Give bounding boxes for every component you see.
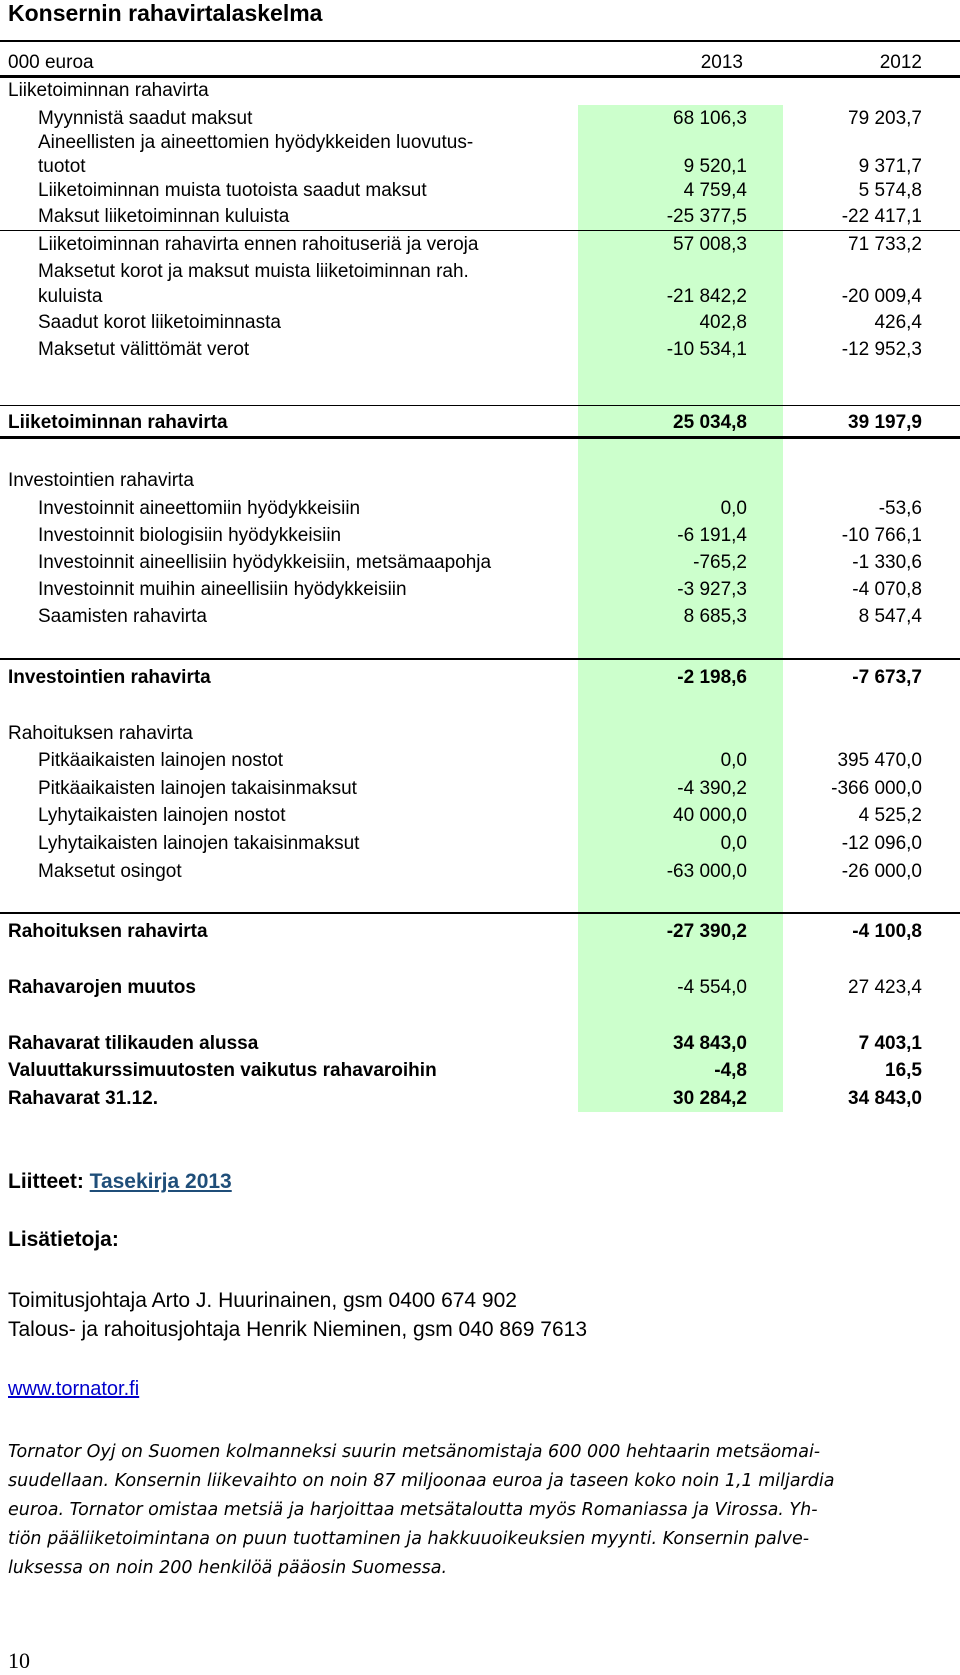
row-label: Saadut korot liiketoiminnasta	[38, 312, 281, 333]
row-label: Rahavarojen muutos	[8, 977, 196, 998]
table-row	[0, 829, 960, 855]
value-2013: -2 198,6	[677, 667, 747, 688]
column-header-2013: 2013	[700, 52, 743, 73]
description-line: Tornator Oyj on Suomen kolmanneksi suurin metsänomistaja 600 000 hehtaarin metsäomai-	[8, 1442, 821, 1462]
value-2012: -26 000,0	[841, 861, 922, 882]
description-line: suudellaan. Konsernin liikevaihto on noin 87 miljoonaa euroa ja taseen koko noin 1,1 miljardia	[8, 1471, 835, 1491]
table-row	[0, 282, 960, 308]
value-2012: -10 766,1	[841, 525, 922, 546]
table-row	[0, 494, 960, 520]
total-divider-bottom	[0, 436, 960, 439]
row-label: Pitkäaikaisten lainojen nostot	[38, 750, 284, 771]
value-2013: 57 008,3	[673, 234, 747, 255]
value-2013: 9 520,1	[683, 156, 747, 177]
table-row	[0, 602, 960, 628]
value-2012: 34 843,0	[848, 1088, 922, 1109]
website-link[interactable]: www.tornator.fi	[8, 1378, 140, 1400]
row-label: Aineellisten ja aineettomien hyödykkeiden luovutus-	[38, 132, 474, 153]
row-label: Myynnistä saadut maksut	[38, 108, 253, 129]
description-line: luksessa on noin 200 henkilöä pääosin Suomessa.	[8, 1558, 448, 1578]
value-2012: 426,4	[874, 312, 922, 333]
row-label: Lyhytaikaisten lainojen nostot	[38, 805, 286, 826]
table-row	[0, 575, 960, 601]
value-2012: 79 203,7	[848, 108, 922, 129]
table-row-cash	[0, 1084, 960, 1110]
value-2013: -4,8	[714, 1060, 747, 1081]
row-label: Liiketoiminnan rahavirta	[8, 412, 228, 433]
table-row	[0, 335, 960, 361]
row-label: Investointien rahavirta	[8, 667, 211, 688]
section-heading-financing	[0, 719, 960, 745]
value-2013: 4 759,4	[683, 180, 747, 201]
table-row-label-line1	[0, 257, 960, 283]
row-label: Liiketoiminnan muista tuotoista saadut maksut	[38, 180, 427, 201]
value-2012: 395 470,0	[837, 750, 922, 771]
value-2012: 5 574,8	[858, 180, 922, 201]
value-2012: 9 371,7	[858, 156, 922, 177]
description-line: euroa. Tornator omistaa metsiä ja harjoittaa metsätaloutta myös Romaniassa ja Virossa. Yh-	[8, 1500, 818, 1520]
value-2013: -25 377,5	[666, 206, 747, 227]
row-label: Valuuttakurssimuutosten vaikutus rahavaroihin	[8, 1060, 437, 1081]
table-row-change	[0, 973, 960, 999]
table-row	[0, 202, 960, 228]
value-2013: -10 534,1	[666, 339, 747, 360]
more-info-heading: Lisätietoja:	[8, 1228, 119, 1251]
row-label: Investoinnit aineettomiin hyödykkeisiin	[38, 498, 361, 519]
value-2012: -22 417,1	[841, 206, 922, 227]
row-label: Investoinnit biologisiin hyödykkeisiin	[38, 525, 342, 546]
value-2013: 30 284,2	[673, 1088, 747, 1109]
table-row	[0, 104, 960, 130]
value-2013: 68 106,3	[673, 108, 747, 129]
attachments-line	[8, 1170, 232, 1194]
title-divider	[0, 40, 960, 42]
value-2012: 39 197,9	[848, 412, 922, 433]
value-2013: 0,0	[720, 833, 747, 854]
contact-ceo: Toimitusjohtaja Arto J. Huurinainen, gsm 0400 674 902	[8, 1289, 517, 1312]
row-label: Investoinnit muihin aineellisiin hyödykkeisiin	[38, 579, 407, 600]
page-title: Konsernin rahavirtalaskelma	[8, 0, 323, 26]
table-row	[0, 521, 960, 547]
section-heading-operating	[0, 76, 960, 102]
column-header-2012: 2012	[879, 52, 922, 73]
table-row	[0, 308, 960, 334]
value-2012: -366 000,0	[831, 778, 922, 799]
value-2013: 34 843,0	[673, 1033, 747, 1054]
row-label: Maksut liiketoiminnan kuluista	[38, 206, 290, 227]
row-label-continued: kuluista	[38, 286, 103, 307]
value-2012: 16,5	[885, 1060, 922, 1081]
value-2012: -7 673,7	[852, 667, 922, 688]
value-2012: 7 403,1	[858, 1033, 922, 1054]
value-2013: 402,8	[699, 312, 747, 333]
table-row-subtotal	[0, 230, 960, 256]
row-label: Lyhytaikaisten lainojen takaisinmaksut	[38, 833, 360, 854]
value-2012: -20 009,4	[841, 286, 922, 307]
value-2012: 27 423,4	[848, 977, 922, 998]
value-2012: 4 525,2	[858, 805, 922, 826]
value-2012: -4 070,8	[852, 579, 922, 600]
annual-report-link[interactable]: Tasekirja 2013	[89, 1170, 232, 1193]
value-2012: -4 100,8	[852, 921, 922, 942]
value-2013: -63 000,0	[666, 861, 747, 882]
contact-cfo: Talous- ja rahoitusjohtaja Henrik Nieminen, gsm 040 869 7613	[8, 1318, 587, 1341]
table-row	[0, 774, 960, 800]
row-label: Rahavarat 31.12.	[8, 1088, 158, 1109]
value-2012: -1 330,6	[852, 552, 922, 573]
total-divider-top	[0, 912, 960, 914]
table-row	[0, 176, 960, 202]
table-row-total	[0, 408, 960, 434]
row-label: Investoinnit aineellisiin hyödykkeisiin, metsämaapohja	[38, 552, 492, 573]
page-number: 10	[8, 1648, 30, 1673]
company-description	[8, 1438, 953, 1583]
table-row	[0, 857, 960, 883]
column-header-row	[0, 48, 960, 74]
section-heading-label: Investointien rahavirta	[8, 470, 194, 491]
value-2013: -21 842,2	[666, 286, 747, 307]
row-label: Liiketoiminnan rahavirta ennen rahoituseriä ja veroja	[38, 234, 479, 255]
section-heading-label: Rahoituksen rahavirta	[8, 723, 193, 744]
value-2013: 8 685,3	[683, 606, 747, 627]
value-2012: -12 952,3	[841, 339, 922, 360]
unit-label: 000 euroa	[8, 52, 94, 73]
value-2013: -3 927,3	[677, 579, 747, 600]
row-label: Rahavarat tilikauden alussa	[8, 1033, 259, 1054]
total-divider-top	[0, 405, 960, 406]
table-row-cash	[0, 1029, 960, 1055]
row-label: Saamisten rahavirta	[38, 606, 207, 627]
value-2013: 0,0	[720, 750, 747, 771]
value-2012: 8 547,4	[858, 606, 922, 627]
row-label: Maksetut osingot	[38, 861, 182, 882]
description-line: tiön pääliiketoimintana on puun tuottaminen ja hakkuuoikeuksien myynti. Konsernin palve-	[8, 1529, 810, 1549]
value-2013: 40 000,0	[673, 805, 747, 826]
value-2013: -6 191,4	[677, 525, 747, 546]
row-label-continued: tuotot	[38, 156, 86, 177]
table-row	[0, 801, 960, 827]
value-2013: -4 390,2	[677, 778, 747, 799]
row-label: Maksetut välittömät verot	[38, 339, 250, 360]
table-row-total	[0, 917, 960, 943]
table-row-cash	[0, 1056, 960, 1082]
row-label: Maksetut korot ja maksut muista liiketoiminnan rah.	[38, 261, 469, 282]
value-2013: -27 390,2	[666, 921, 747, 942]
row-label: Pitkäaikaisten lainojen takaisinmaksut	[38, 778, 357, 799]
table-row	[0, 548, 960, 574]
value-2013: -765,2	[693, 552, 747, 573]
row-label: Rahoituksen rahavirta	[8, 921, 208, 942]
table-row-total	[0, 663, 960, 689]
attachments-label: Liitteet:	[8, 1170, 84, 1193]
table-row	[0, 152, 960, 178]
section-heading-investing	[0, 466, 960, 492]
value-2012: 71 733,2	[848, 234, 922, 255]
value-2012: -53,6	[878, 498, 922, 519]
value-2013: 25 034,8	[673, 412, 747, 433]
table-row-label-line1	[0, 128, 960, 154]
table-row	[0, 746, 960, 772]
value-2013: 0,0	[720, 498, 747, 519]
section-heading-label: Liiketoiminnan rahavirta	[8, 80, 209, 101]
value-2013: -4 554,0	[677, 977, 747, 998]
value-2012: -12 096,0	[841, 833, 922, 854]
total-divider-top	[0, 658, 960, 660]
